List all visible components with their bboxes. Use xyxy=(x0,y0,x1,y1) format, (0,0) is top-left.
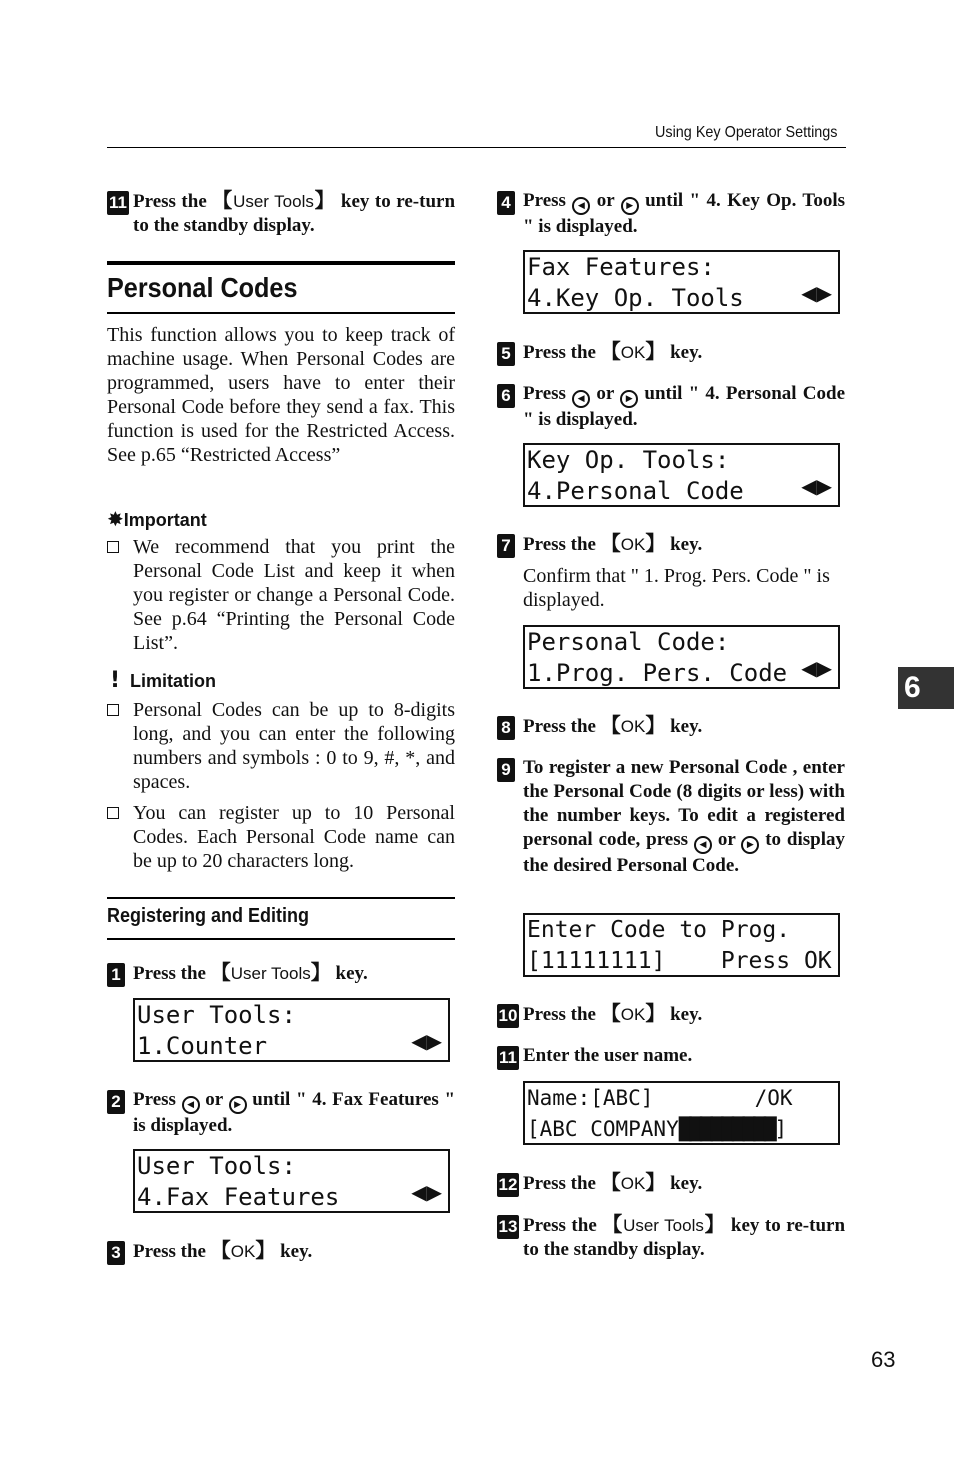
step-3: 3 Press the 【OK】 key. xyxy=(107,1239,455,1264)
lcd-display xyxy=(523,250,840,314)
step-1: 1 Press the 【User Tools】 key. xyxy=(107,961,455,986)
left-right-navigation-icon: ◀▶ xyxy=(801,656,832,680)
user-tools-key: User Tools xyxy=(230,964,311,983)
running-header: Using Key Operator Settings xyxy=(655,124,838,141)
step-6: 6 Press ◀ or ▶ until " 4. Personal Code " is displayed. xyxy=(497,382,845,432)
step-number: 4 xyxy=(497,191,515,215)
lcd-line-2: 4.Fax Features xyxy=(137,1183,340,1211)
lcd-line-1: Personal Code: xyxy=(527,628,730,656)
checkbox-bullet-icon xyxy=(107,704,119,716)
limitation-item: Personal Codes can be up to 8-digits long, and you can enter the following numbers and symbols : 0 to 9, #, *, and spaces. xyxy=(133,698,455,794)
left-right-navigation-icon: ◀▶ xyxy=(411,1029,442,1053)
checkbox-bullet-icon xyxy=(107,541,119,553)
section-rule-bottom xyxy=(107,312,455,314)
left-right-navigation-icon: ◀▶ xyxy=(801,474,832,498)
user-tools-key: User Tools xyxy=(623,1216,704,1235)
right-arrow-key-icon: ▶ xyxy=(621,197,639,215)
ok-key: OK xyxy=(230,1242,256,1261)
chapter-tab: 6 xyxy=(898,667,954,709)
step-number: 8 xyxy=(497,716,515,740)
header-rule xyxy=(107,147,846,148)
right-arrow-key-icon: ▶ xyxy=(620,390,638,408)
step-number: 11 xyxy=(497,1046,519,1070)
ok-key: OK xyxy=(620,1174,646,1193)
limitation-item: You can register up to 10 Personal Codes. Each Personal Code name can be up to 20 characters long. xyxy=(133,801,455,873)
step-11-left: 11 Press the 【User Tools】 key to re-turn to the standby display. xyxy=(109,190,456,236)
step-9: 9 To register a new Personal Code , enter the Personal Code (8 digits or less) with the number keys. To edit a registered personal code, press ◀ or ▶ to display the desired Personal Code. xyxy=(497,756,845,878)
step-number: 2 xyxy=(107,1090,125,1114)
section-title: Personal Codes xyxy=(107,272,298,303)
lcd-display xyxy=(133,998,450,1062)
lcd-line-2: 1.Counter xyxy=(137,1032,268,1060)
subsection-rule-bottom xyxy=(107,938,455,940)
section-rule-top xyxy=(107,261,455,265)
lcd-line-1: User Tools: xyxy=(137,1001,296,1029)
left-right-navigation-icon: ◀▶ xyxy=(801,281,832,305)
step-number: 6 xyxy=(497,384,515,408)
ok-key: OK xyxy=(620,343,646,362)
right-arrow-key-icon: ▶ xyxy=(229,1096,247,1114)
intro-paragraph: This function allows you to keep track of machine usage. When Personal Codes are programmed, users have to enter their Personal Code before they send a fax. This function is used for the Restricted Access. See p.65 “Restricted Access” xyxy=(107,324,455,466)
step-number: 11 xyxy=(107,191,129,215)
limitation-heading: ! Limitation xyxy=(110,668,217,693)
step-2: 2 Press ◀ or ▶ until " 4. Fax Features " is displayed. xyxy=(107,1088,455,1138)
ok-key: OK xyxy=(620,717,646,736)
step-7: 7 Press the 【OK】 key. xyxy=(497,532,845,557)
step-number: 3 xyxy=(107,1241,125,1265)
important-icon: ✸ xyxy=(107,507,124,531)
lcd-line-2: 4.Key Op. Tools xyxy=(527,284,744,312)
left-arrow-key-icon: ◀ xyxy=(694,836,712,854)
lcd-line-2: 4.Personal Code xyxy=(527,477,744,505)
lcd-line-1: Key Op. Tools: xyxy=(527,446,730,474)
step-number: 9 xyxy=(497,758,515,782)
lcd-display xyxy=(523,625,840,689)
step-7-note: Confirm that " 1. Prog. Pers. Code " is displayed. xyxy=(523,565,830,611)
lcd-line-1: Fax Features: xyxy=(527,253,715,281)
page-number: 63 xyxy=(871,1347,896,1372)
step-12: 12 Press the 【OK】 key. xyxy=(497,1171,845,1196)
ok-key: OK xyxy=(620,535,646,554)
lcd-line-2: 1.Prog. Pers. Code xyxy=(527,659,788,687)
user-tools-key: User Tools xyxy=(233,192,314,211)
step-10: 10 Press the 【OK】 key. xyxy=(497,1002,845,1027)
step-number: 5 xyxy=(497,342,515,366)
lcd-line-1: User Tools: xyxy=(137,1152,296,1180)
step-5: 5 Press the 【OK】 key. xyxy=(497,340,845,365)
lcd-line-2: [11111111] Press OK xyxy=(527,948,832,974)
subsection-rule-top xyxy=(107,897,455,899)
subsection-title: Registering and Editing xyxy=(107,905,310,927)
step-13: 13 Press the 【User Tools】 key to re-turn to the standby display. xyxy=(498,1214,846,1260)
lcd-line-1: Enter Code to Prog. xyxy=(527,917,791,943)
left-arrow-key-icon: ◀ xyxy=(572,390,590,408)
step-number: 10 xyxy=(497,1004,519,1028)
step-11-right: 11 Enter the user name. xyxy=(497,1044,845,1068)
step-number: 7 xyxy=(497,534,515,558)
ok-key: OK xyxy=(620,1005,646,1024)
lcd-line-1: Name:[ABC] /OK xyxy=(527,1086,793,1110)
important-heading: ✸Important xyxy=(107,507,207,531)
step-number: 1 xyxy=(107,963,125,987)
step-8: 8 Press the 【OK】 key. xyxy=(497,714,845,739)
left-right-navigation-icon: ◀▶ xyxy=(411,1180,442,1204)
step-number: 13 xyxy=(497,1215,519,1239)
right-arrow-key-icon: ▶ xyxy=(741,836,759,854)
input-cursor-block: █████████ xyxy=(678,1117,775,1141)
lcd-display xyxy=(133,1149,450,1213)
lcd-line-2: [ABC COMPANY█████████] xyxy=(527,1117,788,1141)
important-item: We recommend that you print the Personal Code List and keep it when you register or change a Personal Code. See p.64 “Printing the Personal Code List”. xyxy=(133,535,455,655)
left-arrow-key-icon: ◀ xyxy=(572,197,590,215)
step-number: 12 xyxy=(497,1173,519,1197)
checkbox-bullet-icon xyxy=(107,807,119,819)
lcd-display xyxy=(523,913,840,977)
left-arrow-key-icon: ◀ xyxy=(182,1096,200,1114)
lcd-display xyxy=(523,443,840,507)
lcd-display xyxy=(523,1081,840,1145)
exclamation-icon: ! xyxy=(110,668,121,693)
step-4: 4 Press ◀ or ▶ until " 4. Key Op. Tools " is displayed. xyxy=(497,189,845,239)
